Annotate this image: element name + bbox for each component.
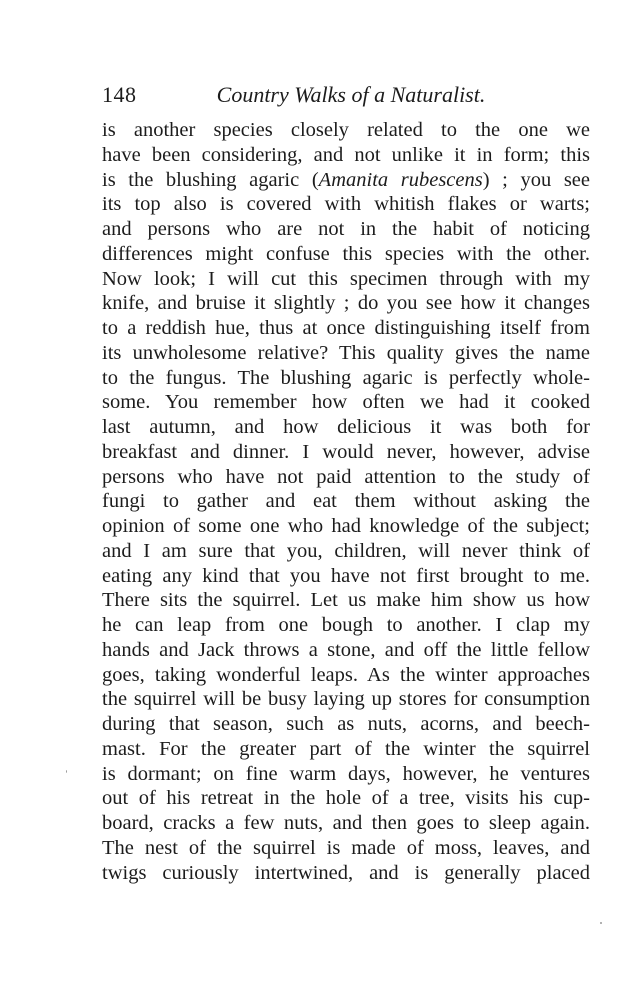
text-line: its unwholesome relative? This quality gives the name [102, 341, 590, 364]
text-line: the squirrel will be busy laying up stores for consumption [102, 688, 590, 711]
text-segment: is the blushing agaric ( [102, 168, 319, 191]
text-line: hands and Jack throws a stone, and off the little fellow [102, 638, 590, 661]
running-title: Country Walks of a Naturalist. [216, 82, 486, 107]
species-name: Amanita rubescens [318, 168, 483, 191]
text-line: board, cracks a few nuts, and then goes to sleep again. [102, 812, 590, 834]
text-line: to a reddish hue, thus at once distinguishing itself from [102, 317, 590, 339]
text-line: have been considering, and not unlike it in form; this [102, 143, 590, 166]
text-line: to the fungus. The blushing agaric is perfectly whole- [102, 366, 590, 389]
text-line: persons who have not paid attention to the study of [102, 465, 590, 488]
paper-speck [600, 922, 602, 924]
body-text [102, 118, 590, 885]
text-line: opinion of some one who had knowledge of the subject; [102, 515, 590, 537]
text-line: twigs curiously intertwined, and is generally placed [102, 861, 590, 884]
paper-speck [66, 770, 67, 773]
text-line: breakfast and dinner. I would never, however, advise [102, 440, 590, 463]
text-line [102, 168, 590, 193]
text-line: some. You remember how often we had it cooked [102, 391, 590, 414]
text-line: differences might confuse this species with the other. [102, 242, 590, 265]
text-line: he can leap from one bough to another. I clap my [102, 614, 590, 636]
text-line: fungi to gather and eat them without asking the [102, 490, 590, 513]
text-line: is dormant; on fine warm days, however, he ventures [102, 762, 590, 785]
text-line: its top also is covered with whitish flakes or warts; [102, 193, 590, 216]
text-line: and persons who are not in the habit of noticing [102, 218, 590, 240]
text-line: and I am sure that you, children, will never think of [102, 539, 590, 562]
page-number: 148 [102, 82, 137, 107]
text-line: eating any kind that you have not first brought to me. [102, 564, 590, 587]
text-segment: ) ; you see [482, 168, 591, 191]
running-head [102, 80, 590, 110]
text-line: goes, taking wonderful leaps. As the winter approaches [102, 663, 590, 686]
text-line: mast. For the greater part of the winter the squirrel [102, 737, 590, 760]
text-line: Now look; I will cut this specimen through with my [102, 267, 590, 290]
text-line: is another species closely related to the one we [102, 119, 590, 141]
text-line: The nest of the squirrel is made of moss, leaves, and [102, 836, 590, 859]
text-line: last autumn, and how delicious it was both for [102, 416, 590, 438]
text-line: during that season, such as nuts, acorns, and beech- [102, 713, 590, 735]
text-line: knife, and bruise it slightly ; do you see how it changes [102, 292, 590, 315]
text-line: out of his retreat in the hole of a tree, visits his cup- [102, 787, 590, 810]
text-line: There sits the squirrel. Let us make him show us how [102, 589, 590, 612]
